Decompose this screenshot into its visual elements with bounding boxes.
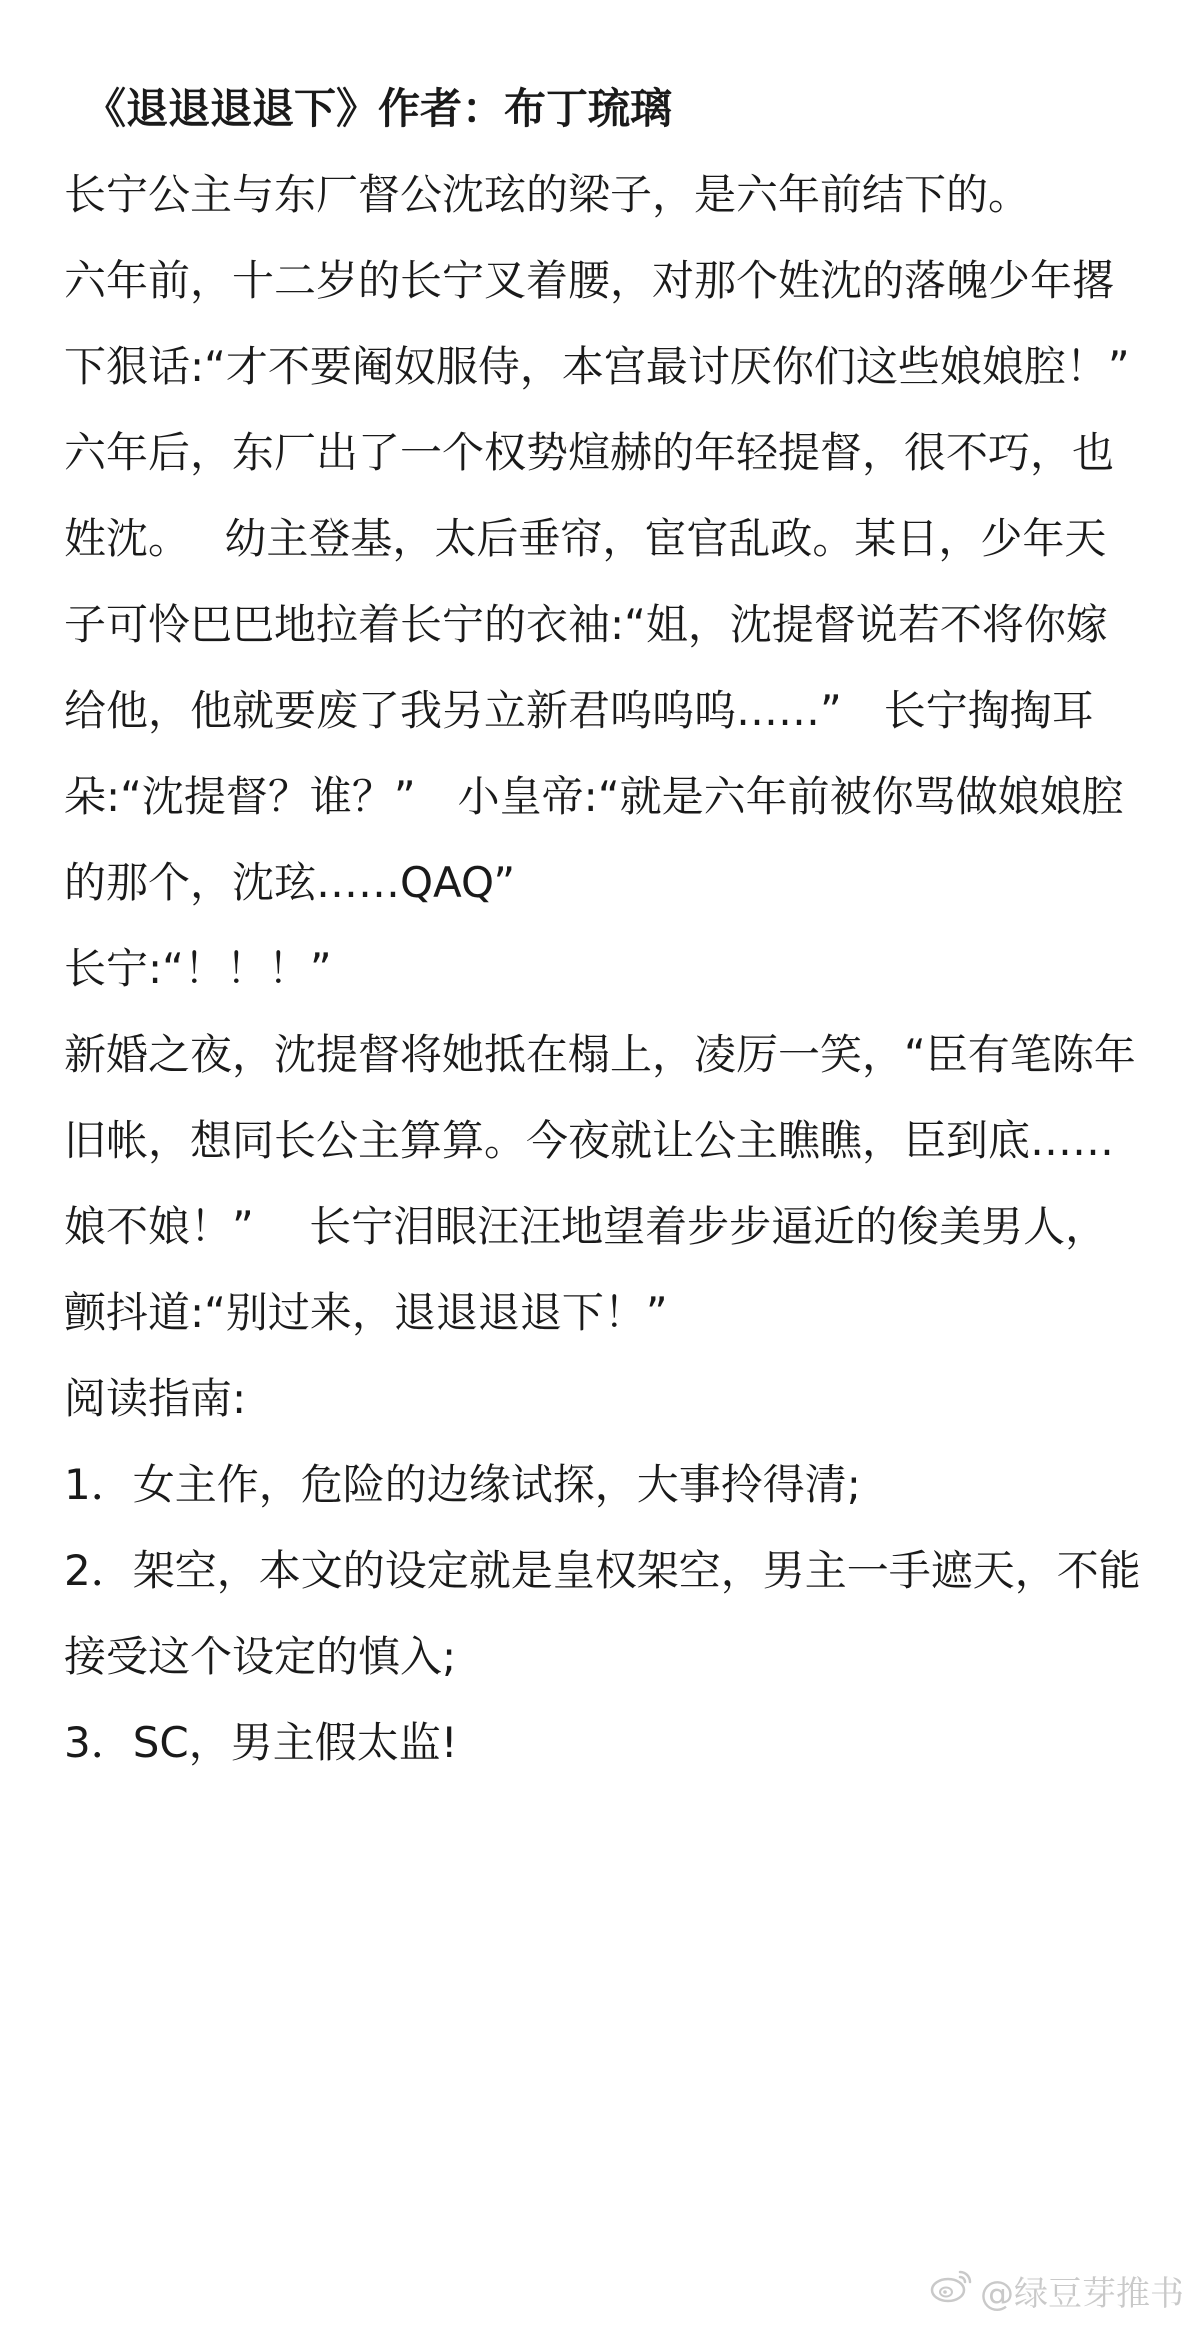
paragraph-intro: 长宁公主与东厂督公沈玹的梁子，是六年前结下的。 — [64, 170, 1031, 219]
reading-guide-item-2: 2．架空，本文的设定就是皇权架空，男主一手遮天，不能接受这个设定的慎入; — [64, 1546, 1141, 1681]
paragraph-wedding-night: 新婚之夜，沈提督将她抵在榻上，凌厉一笑，“臣有笔陈年旧帐，想同长公主算算。今夜就让公主瞧瞧，臣到底……娘不娘！” 长宁泪眼汪汪地望着步步逼近的俊美男人，颤抖道:“别过来，退退退退下！” — [64, 1030, 1136, 1337]
book-title: 《退退退退下》作者：布丁琉璃 — [84, 84, 673, 133]
reading-guide-item-3: 3．SC，男主假太监! — [64, 1718, 458, 1767]
paragraph-changning-reaction: 长宁:“！！！” — [64, 944, 332, 993]
paragraph-six-years-ago: 六年前，十二岁的长宁叉着腰，对那个姓沈的落魄少年撂下狠话:“才不要阉奴服侍，本宫最讨厌你们这些娘娘腔！” — [64, 256, 1130, 391]
weibo-icon — [930, 2268, 974, 2313]
reading-guide-heading: 阅读指南: — [64, 1374, 247, 1423]
document-body — [64, 66, 1144, 1786]
watermark-text: @绿豆芽推书 — [980, 2274, 1184, 2314]
reading-guide-item-1: 1．女主作，危险的边缘试探，大事拎得清; — [64, 1460, 861, 1509]
watermark — [930, 2266, 1184, 2315]
paragraph-six-years-later: 六年后，东厂出了一个权势煊赫的年轻提督，很不巧，也姓沈。 幼主登基，太后垂帘，宦官乱政。某日，少年天子可怜巴巴地拉着长宁的衣袖:“姐，沈提督说若不将你嫁给他，他就要废了我另立新君呜呜呜……” 长宁掏掏耳朵:“沈提督？谁？” 小皇帝:“就是六年前被你骂做娘娘腔的那个，沈玹……QAQ” — [64, 428, 1124, 907]
